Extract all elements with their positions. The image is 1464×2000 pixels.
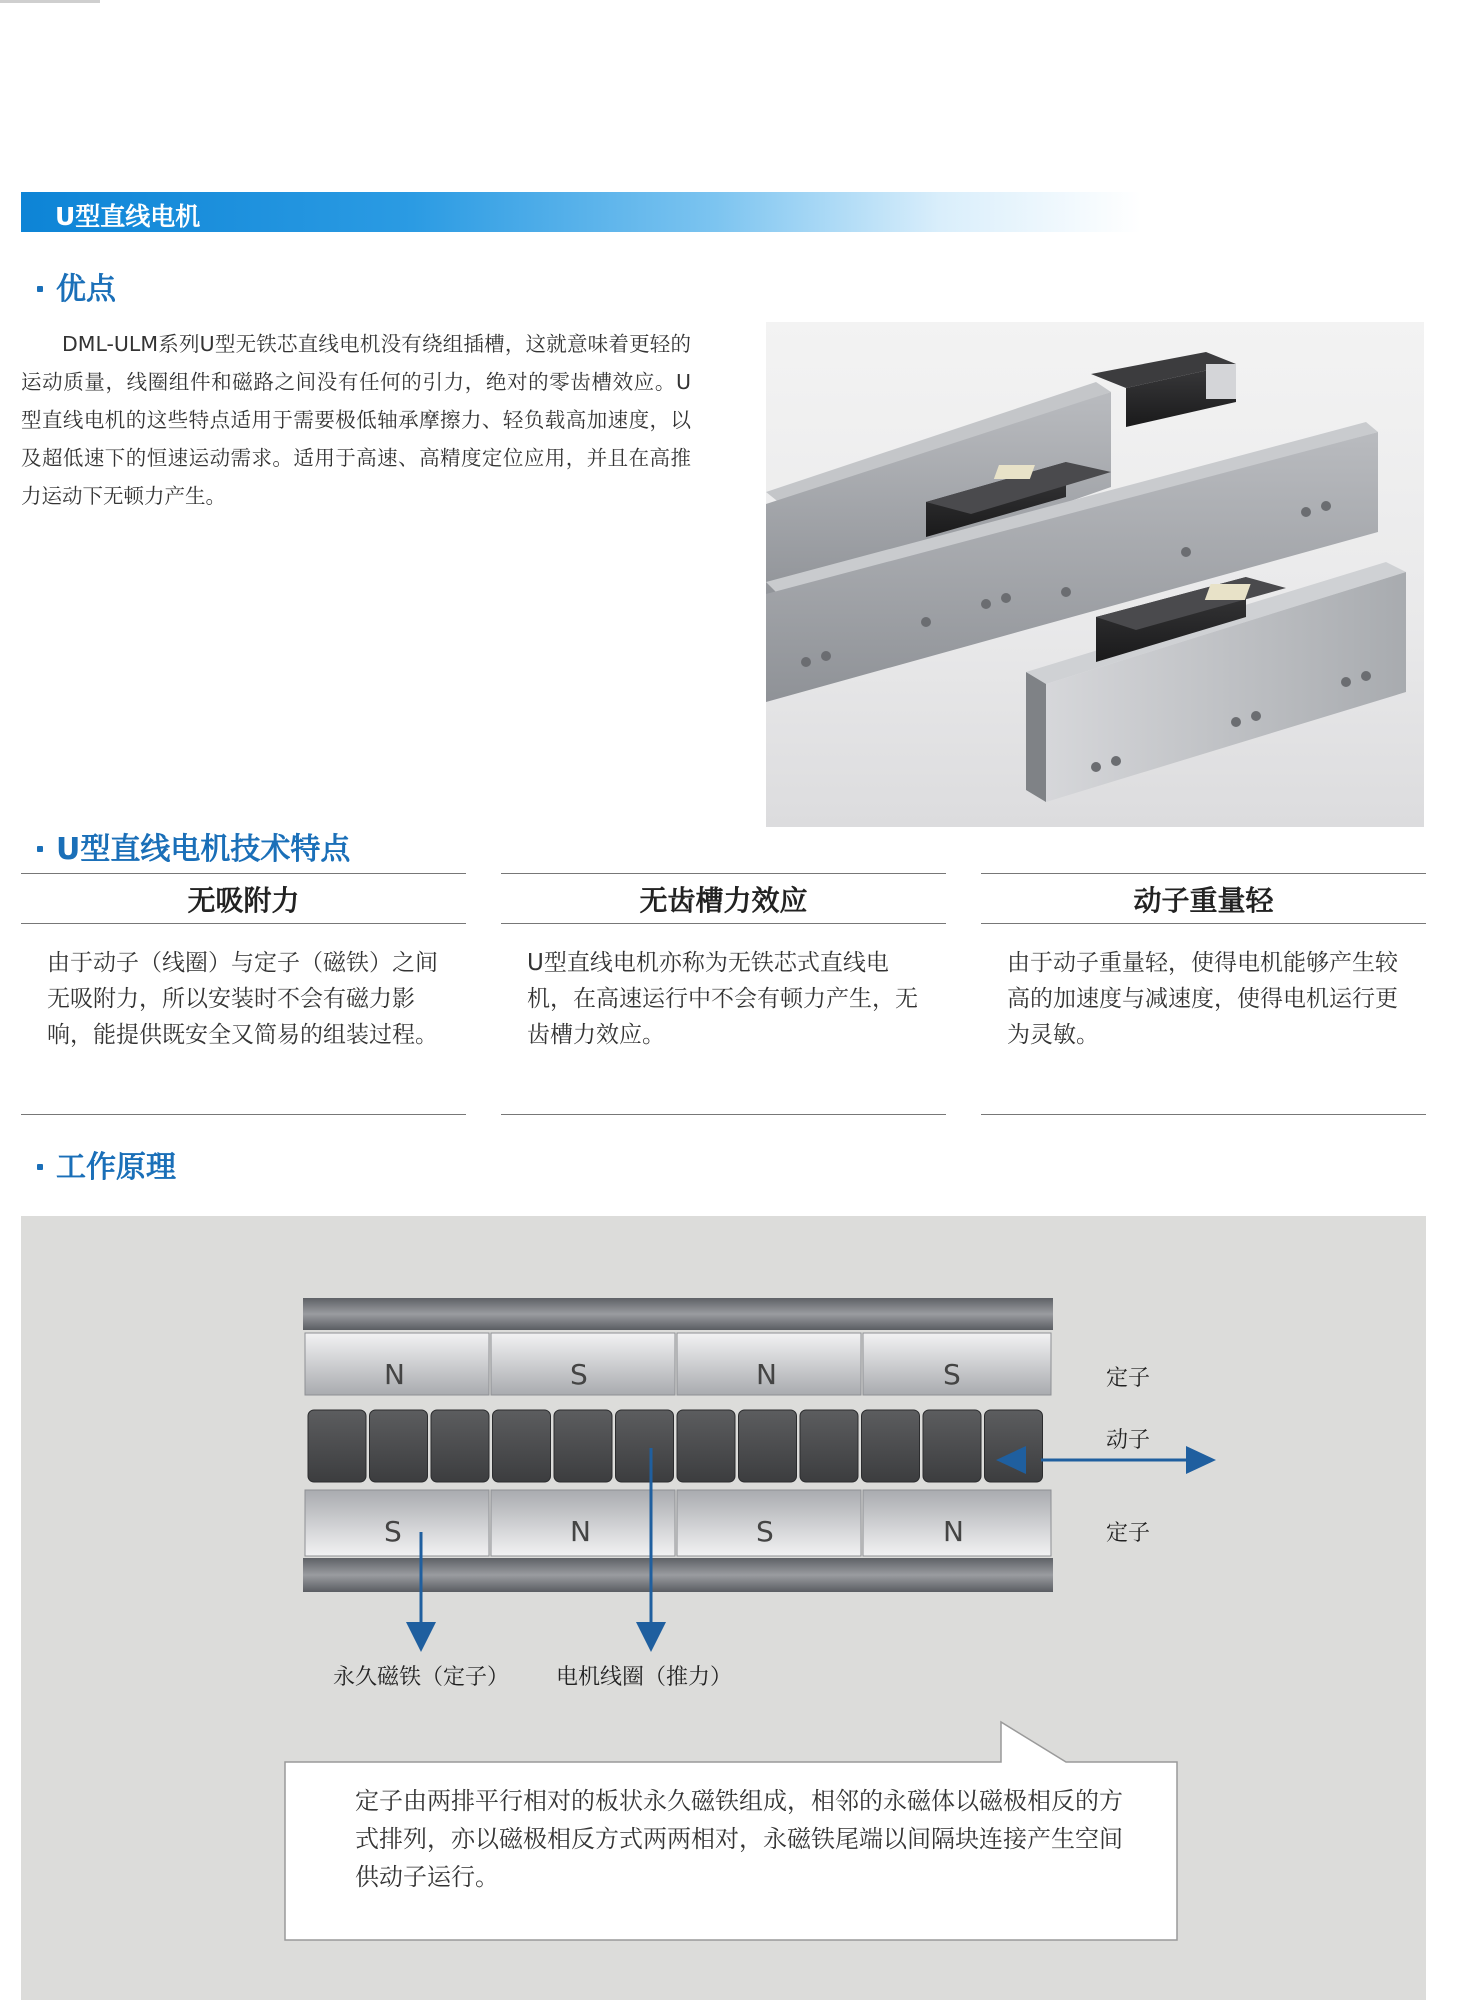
stator-label: 定子 (1106, 1366, 1151, 1391)
coil-segment (862, 1410, 920, 1482)
divider (21, 1114, 466, 1115)
divider (501, 873, 946, 874)
feature-title: 无齿槽力效应 (639, 884, 808, 917)
coil-segment (677, 1410, 735, 1482)
feature-body: 由于动子重量轻，使得电机能够产生较高的加速度与减速度，使得电机运行更为灵敏。 (1007, 950, 1398, 1048)
mover-label: 动子 (1106, 1428, 1151, 1453)
principle-description: 定子由两排平行相对的板状永久磁铁组成，相邻的永磁体以磁极相反的方式排列，亦以磁极相反方式两两相对，永磁铁尾端以间隔块连接产生空间供动子运行。 (355, 1787, 1123, 1891)
bullet-icon (37, 846, 43, 852)
divider (981, 873, 1426, 874)
pole-label: N (943, 1515, 964, 1548)
principle-heading: 工作原理 (56, 1150, 176, 1185)
coil-segment (308, 1410, 366, 1482)
feature-body: U型直线电机亦称为无铁芯式直线电机，在高速运行中不会有顿力产生，无齿槽力效应。 (527, 950, 918, 1048)
top-magnet-row (305, 1333, 1051, 1395)
arrow-down-icon (406, 1622, 436, 1652)
feature-title: 无吸附力 (187, 884, 300, 917)
coil-segment (493, 1410, 551, 1482)
coil-segment (616, 1410, 674, 1482)
coil-segment (800, 1410, 858, 1482)
features-heading: U型直线电机技术特点 (56, 832, 351, 867)
bullet-icon (37, 1164, 43, 1170)
divider (501, 923, 946, 924)
stator-label: 定子 (1106, 1521, 1151, 1546)
pole-label: N (384, 1358, 405, 1391)
pole-label: N (756, 1358, 777, 1391)
divider (21, 873, 466, 874)
mover-coil-row (308, 1410, 1043, 1482)
stator-back-plate (303, 1298, 1053, 1330)
pole-label: N (570, 1515, 591, 1548)
pole-label: S (943, 1358, 961, 1391)
top-edge-mark (0, 0, 100, 3)
bottom-magnet-row (305, 1490, 1051, 1556)
divider (981, 1114, 1426, 1115)
arrow-right-icon (1186, 1446, 1216, 1474)
coil-segment (370, 1410, 428, 1482)
advantages-text: DML-ULM系列U型无铁芯直线电机没有绕组插槽，这就意味着更轻的运动质量，线圈组件和磁路之间没有任何的引力，绝对的零齿槽效应。U型直线电机的这些特点适用于需要极低轴承摩擦力、轻负载高加速度，以及超低速下的恒速运动需求。适用于高速、高精度定位应用，并且在高推力运动下无顿力产生。 (21, 332, 691, 508)
coil-segment (985, 1410, 1043, 1482)
magnet-label: 永久磁铁（定子） (333, 1665, 510, 1690)
divider (981, 923, 1426, 924)
advantages-heading: 优点 (56, 272, 116, 307)
coil-segment (739, 1410, 797, 1482)
feature-body: 由于动子（线圈）与定子（磁铁）之间无吸附力，所以安装时不会有磁力影响，能提供既安全又简易的组装过程。 (47, 950, 438, 1048)
title-banner (21, 192, 1141, 232)
pole-label: S (756, 1515, 774, 1548)
bullet-icon (37, 286, 43, 292)
divider (21, 923, 466, 924)
product-image (766, 322, 1424, 827)
coil-label: 电机线圈（推力） (556, 1665, 733, 1690)
coil-segment (554, 1410, 612, 1482)
coil-segment (923, 1410, 981, 1482)
feature-title: 动子重量轻 (1133, 884, 1274, 917)
arrow-down-icon (636, 1622, 666, 1652)
page-title: U型直线电机 (55, 202, 201, 231)
stator-back-plate (303, 1558, 1053, 1592)
coil-segment (431, 1410, 489, 1482)
divider (501, 1114, 946, 1115)
pole-label: S (570, 1358, 588, 1391)
pole-label: S (384, 1515, 402, 1548)
